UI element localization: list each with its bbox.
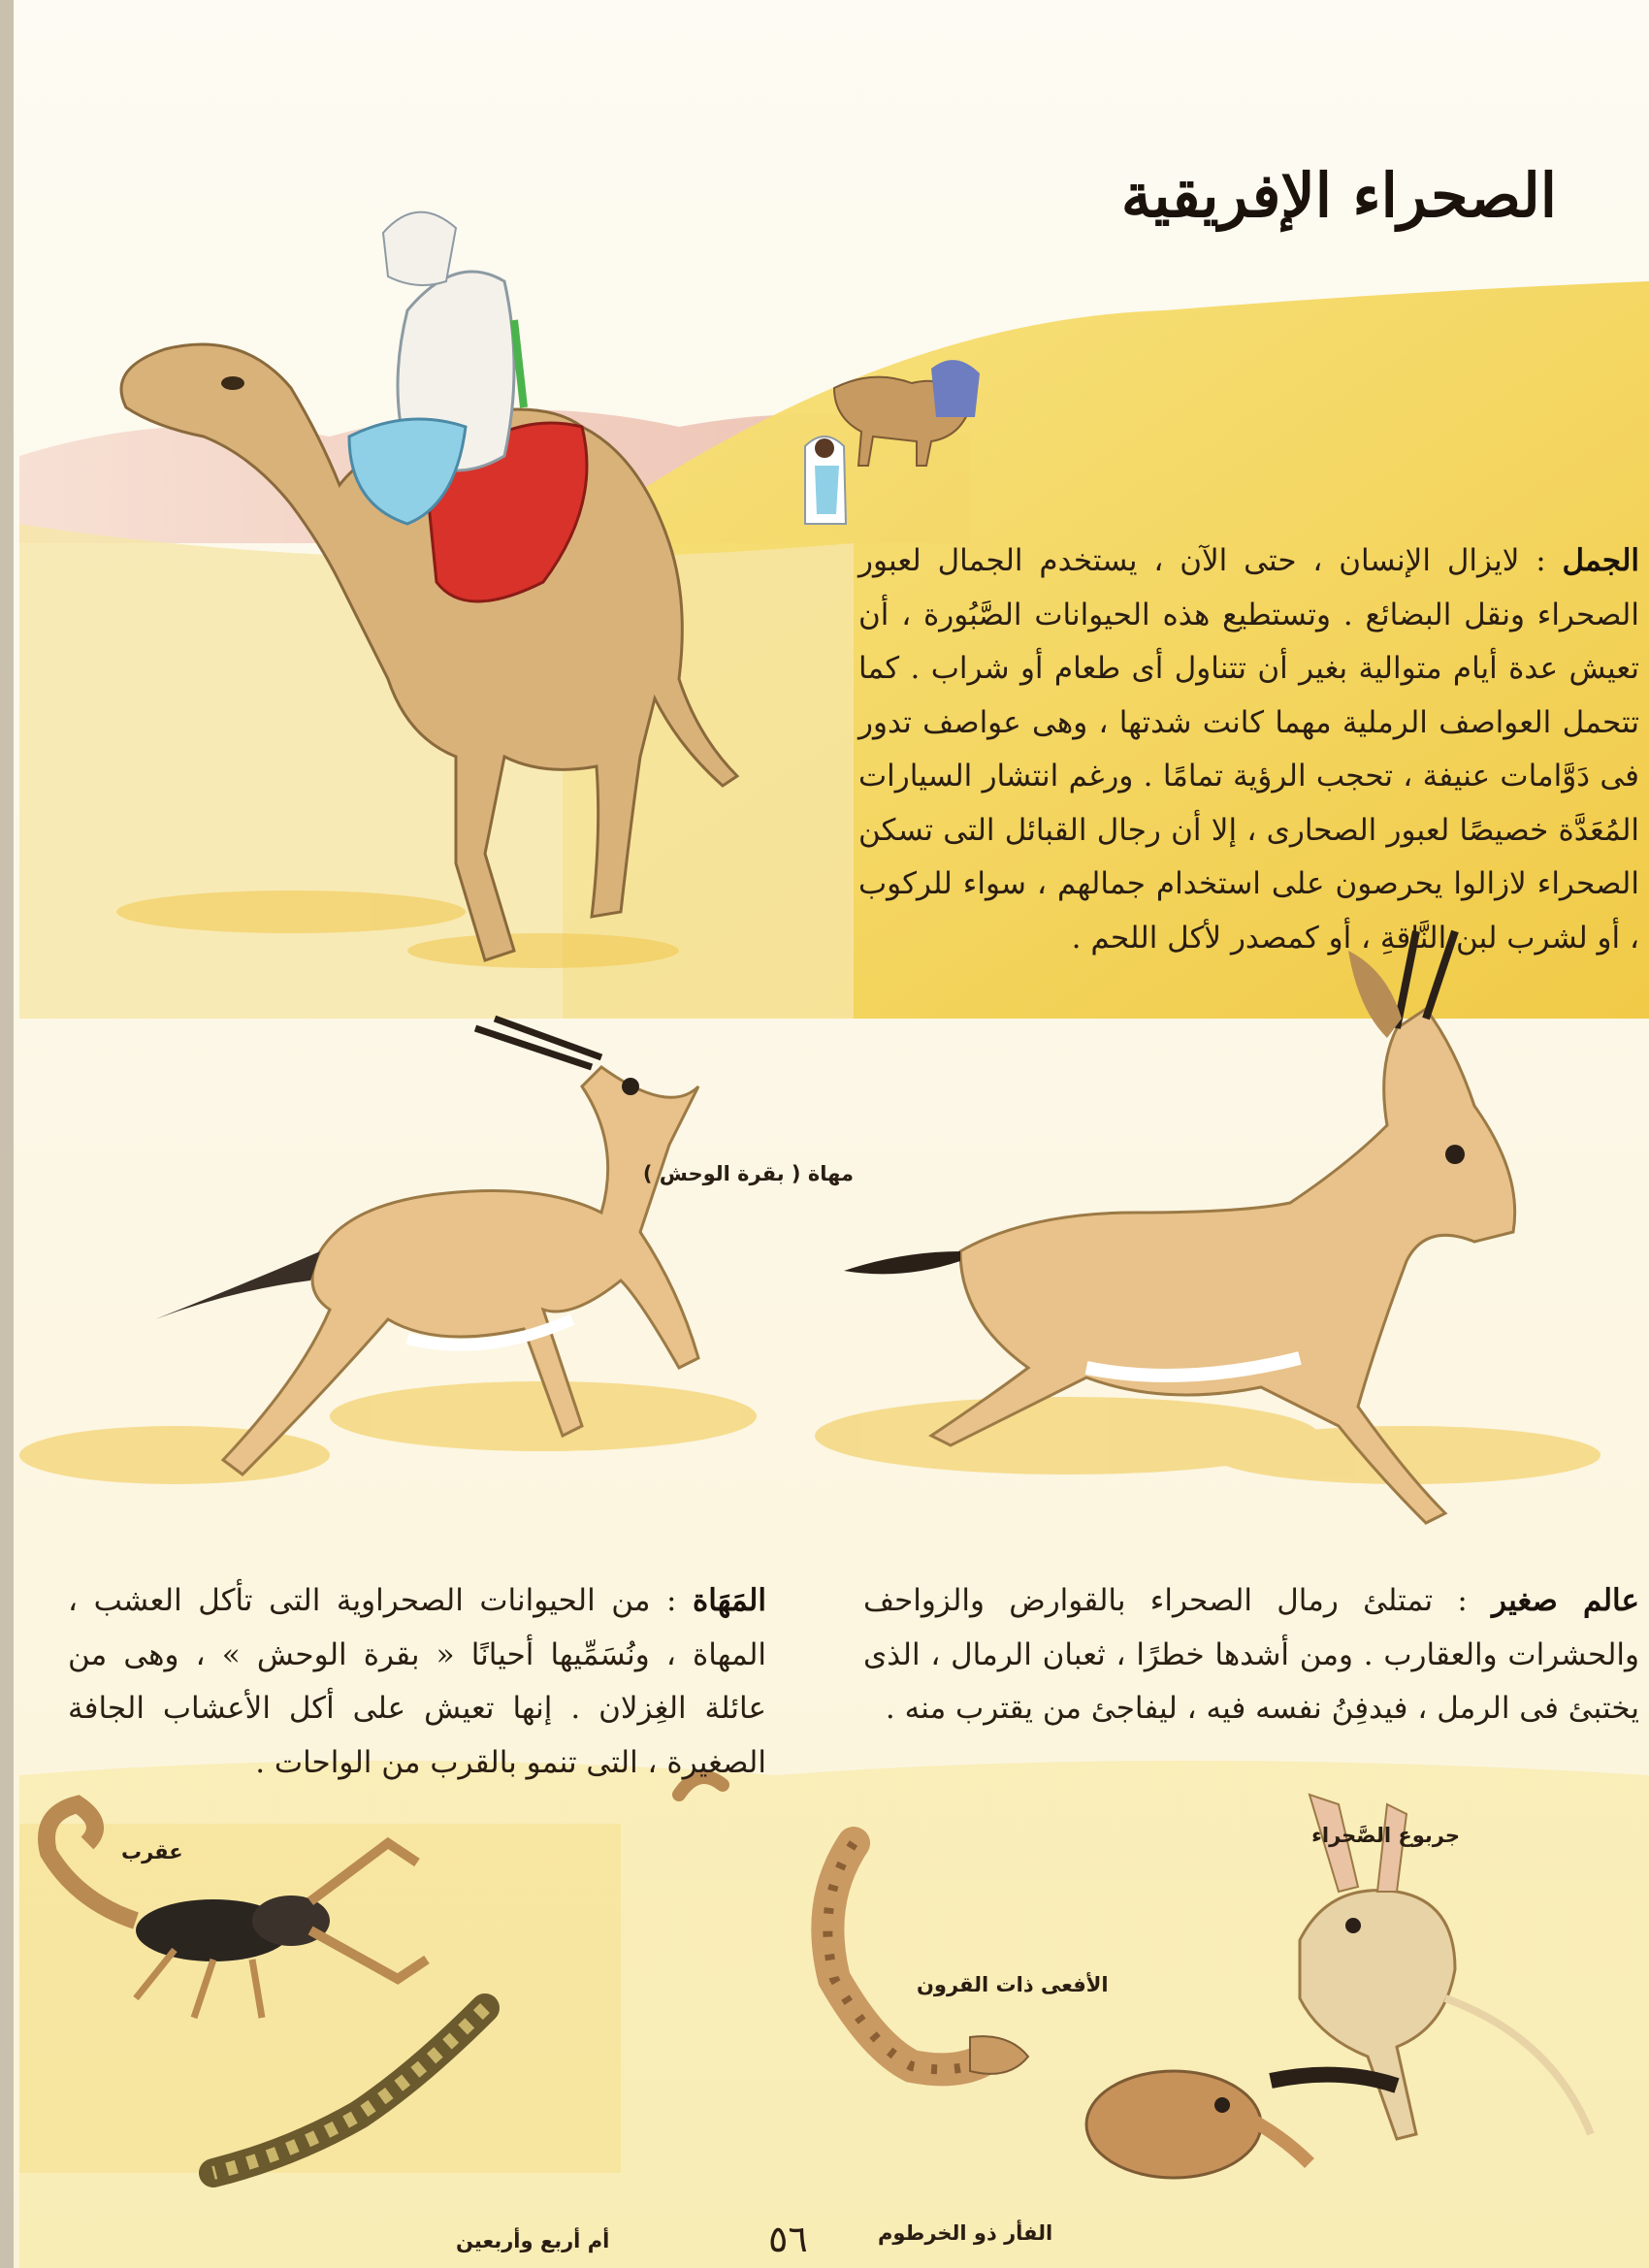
oryx-label: مهاة ( بقرة الوحش ): [642, 1162, 854, 1185]
jerboa-label: جربوع الصَّحراء: [1311, 1824, 1460, 1847]
camel-paragraph: [858, 535, 1639, 965]
camel-paragraph-text: : لايزال الإنسان ، حتى الآن ، يستخدم الجمال لعبور الصحراء ونقل البضائع . وتستطيع هذه الحيوانات الصَّبُورة ، أن تعيش عدة أيام متوالية بغير أن تتناول أى طعام أو شراب . كما تتحمل العواصف الرملية مهما كانت شدتها ، وهى عواصف تدور فى دَوَّامات عنيفة ، تحجب الرؤية تمامًا . ورغم انتشار السيارات المُعَدَّة خصيصًا لعبور الصحارى ، إلا أن رجال القبائل التى تسكن الصحراء لازالوا يحرصون على استخدام جمالهم ، سواء للركوب ، أو لشرب لبن النَّاقةِ ، أو كمصدر لأكل اللحم .: [858, 543, 1639, 956]
scorpion-label: عقرب: [121, 1840, 183, 1863]
viper-label: الأفعى ذات القرون: [917, 1973, 1109, 1996]
small-world-heading: عالم صغير: [1492, 1583, 1639, 1618]
page-title: الصحراء الإفريقية: [1120, 160, 1557, 231]
shrew-label: الفأر ذو الخرطوم: [878, 2221, 1053, 2245]
oryx-text: : من الحيوانات الصحراوية التى تأكل العشب ، المهاة ، ونُسَمِّيها أحيانًا « بقرة الوحش » ، وهى من عائلة الغِزلان . إنها تعيش على أكل الأعشاب الجافة الصغيرة ، التى تنمو بالقرب من الواحات .: [68, 1583, 766, 1780]
camel-paragraph-heading: الجمل: [1562, 543, 1639, 578]
small-world-text: : تمتلئ رمال الصحراء بالقوارض والزواحف والحشرات والعقارب . ومن أشدها خطرًا ، ثعبان الرمال ، الذى يختبئ فى الرمل ، فيدفِنُ نفسه فيه ، ليفاجئ من يقترب منه .: [863, 1583, 1639, 1726]
page-number: ٥٦: [768, 2218, 808, 2260]
centipede-label: أم أربع وأربعين: [456, 2229, 610, 2252]
page-edge-shadow: [0, 0, 14, 2268]
oryx-paragraph: [68, 1574, 766, 1790]
small-world-paragraph: [863, 1574, 1639, 1736]
oryx-heading: المَهَاة: [693, 1583, 766, 1618]
